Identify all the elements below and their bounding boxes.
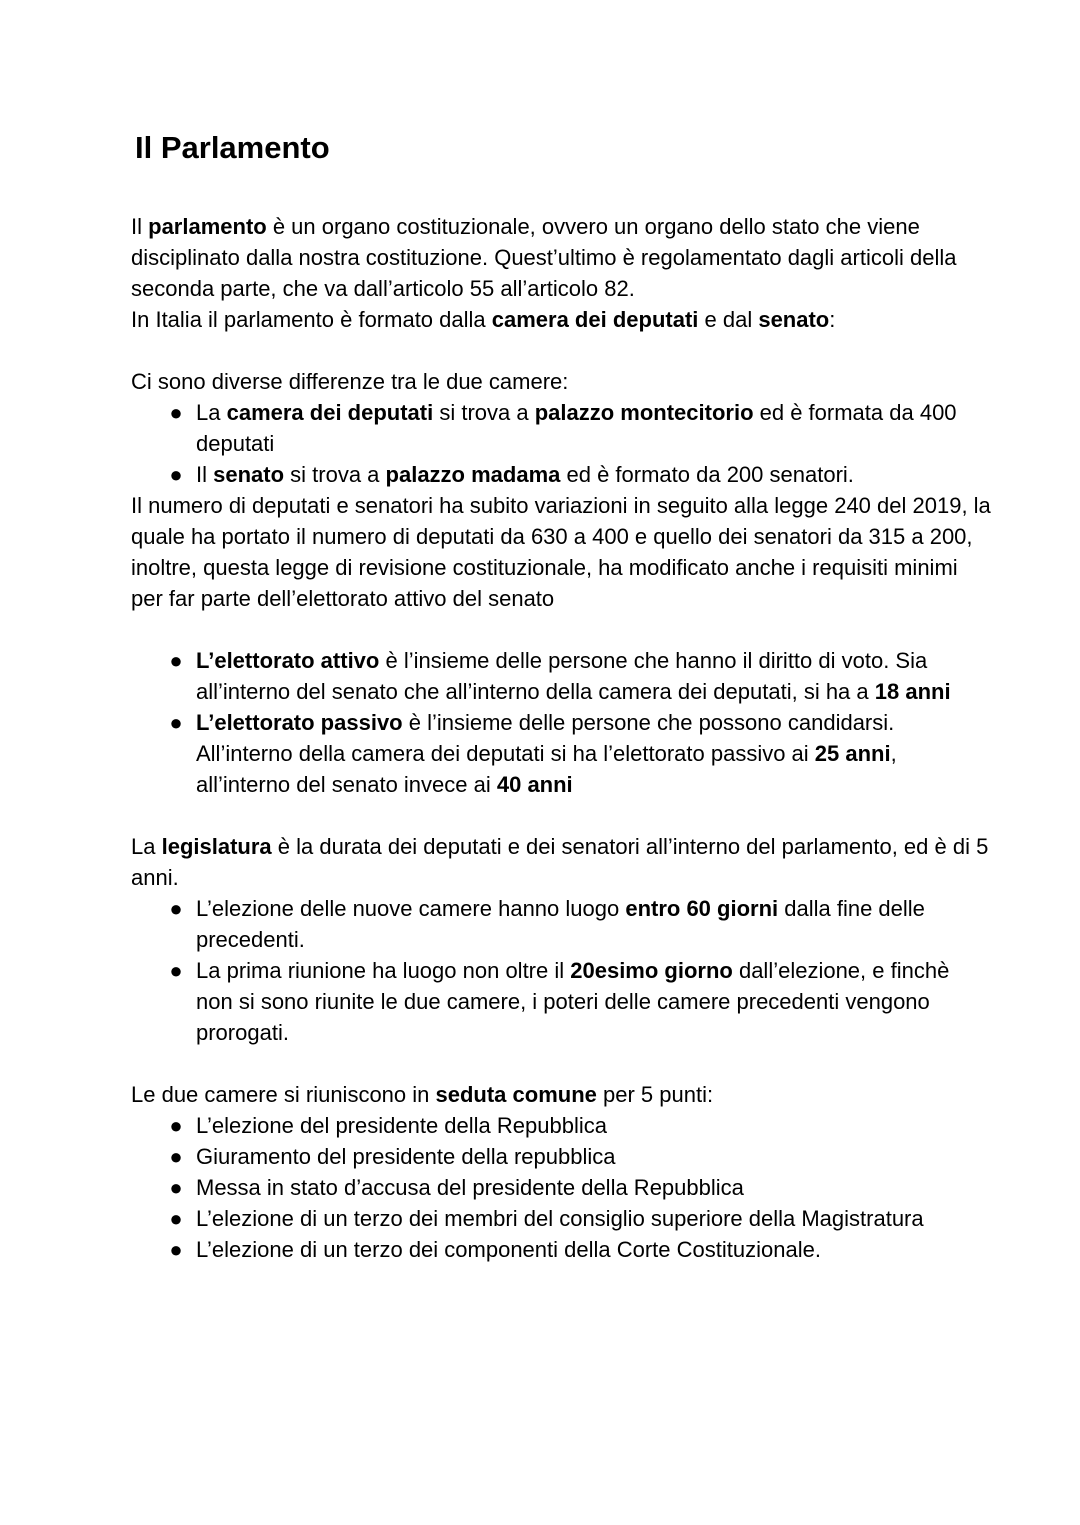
joint-session-lead: Le due camere si riuniscono in seduta comune per 5 punti: [131,1082,714,1107]
list-item: ● Giuramento del presidente della repubblica [131,1141,991,1172]
list-item: ● L’elezione di un terzo dei membri del consiglio superiore della Magistratura [131,1203,991,1234]
legislature-list [131,893,991,1048]
bullet-icon: ● [169,400,183,425]
composition-paragraph: In Italia il parlamento è formato dalla camera dei deputati e dal senato: [131,307,836,332]
bullet-icon: ● [169,648,183,673]
list-item: ● Il senato si trova a palazzo madama ed è formato da 200 senatori. [131,459,991,490]
bullet-icon: ● [169,896,183,921]
list-item: ● L’elezione delle nuove camere hanno luogo entro 60 giorni dalla fine delle precedenti. [131,893,991,955]
page-title: Il Parlamento [135,130,330,165]
joint-session-list [131,1110,991,1265]
list-item: ● L’elezione del presidente della Repubblica [131,1110,991,1141]
bullet-icon: ● [169,1175,183,1200]
list-item: ● La prima riunione ha luogo non oltre il 20esimo giorno dall’elezione, e finchè non si sono riunite le due camere, i poteri delle camere precedenti vengono prorogati. [131,955,991,1048]
list-item: ● Messa in stato d’accusa del presidente della Repubblica [131,1172,991,1203]
bullet-icon: ● [169,1237,183,1262]
spacer [131,614,991,645]
bullet-icon: ● [169,462,183,487]
document-body [131,211,991,1265]
law-note-paragraph: Il numero di deputati e senatori ha subito variazioni in seguito alla legge 240 del 2019, la quale ha portato il numero di deputati da 630 a 400 e quello dei senatori da 315 a 200, inoltre, questa legge di revisione costituzionale, ha modificato anche i requisiti minimi per far parte dell’elettorato attivo del senato [131,493,991,611]
electorate-list [131,645,991,800]
list-item: ● L’elettorato passivo è l’insieme delle persone che possono candidarsi. All’interno della camera dei deputati si ha l’elettorato passivo ai 25 anni, all’interno del senato invece ai 40 anni [131,707,991,800]
differences-lead: Ci sono diverse differenze tra le due camere: [131,369,569,394]
spacer [131,800,991,831]
list-item: ● L’elettorato attivo è l’insieme delle persone che hanno il diritto di voto. Sia all’interno del senato che all’interno della camera dei deputati, si ha a 18 anni [131,645,991,707]
bullet-icon: ● [169,1144,183,1169]
list-item: ● L’elezione di un terzo dei componenti della Corte Costituzionale. [131,1234,991,1265]
legislature-lead: La legislatura è la durata dei deputati e dei senatori all’interno del parlamento, ed è di 5 anni. [131,834,989,890]
spacer [131,1048,991,1079]
list-item: ● La camera dei deputati si trova a palazzo montecitorio ed è formata da 400 deputati [131,397,991,459]
bullet-icon: ● [169,1113,183,1138]
spacer [131,335,991,366]
intro-paragraph: Il parlamento è un organo costituzionale, ovvero un organo dello stato che viene disciplinato dalla nostra costituzione. Quest’ultimo è regolamentato dagli articoli della seconda parte, che va dall’articolo 55 all’articolo 82. [131,214,957,301]
bullet-icon: ● [169,1206,183,1231]
bullet-icon: ● [169,710,183,735]
differences-list [131,397,991,490]
bullet-icon: ● [169,958,183,983]
